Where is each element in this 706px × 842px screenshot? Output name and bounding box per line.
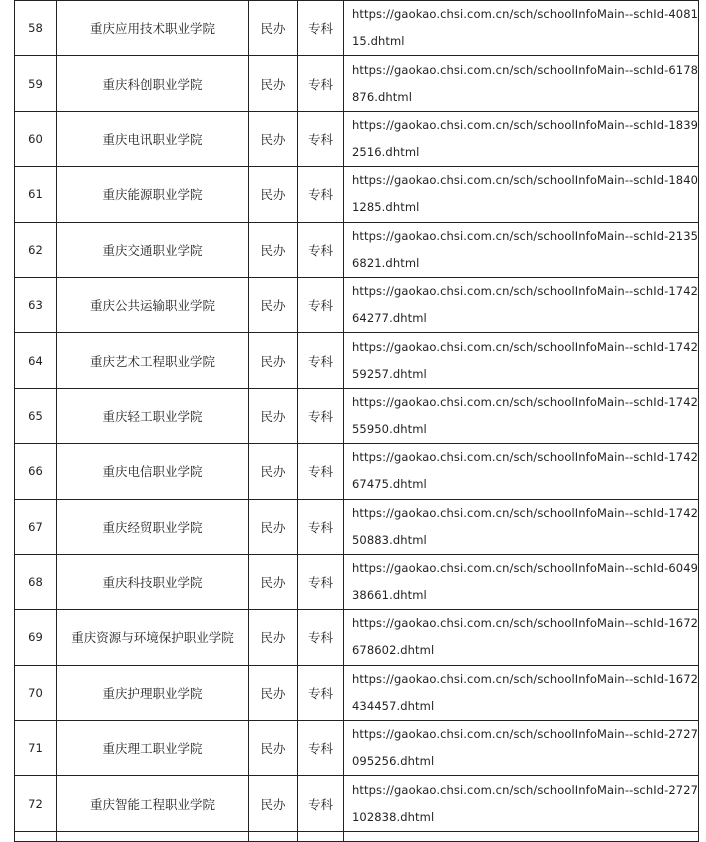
- school-type: 民办: [249, 499, 298, 554]
- url-line-1[interactable]: https://gaokao.chsi.com.cn/sch/schoolInfoMain--schId-2727: [352, 727, 699, 742]
- url-line-2[interactable]: 64277.dhtml: [352, 311, 427, 326]
- school-level: 专科: [298, 610, 344, 665]
- school-level: 专科: [298, 277, 344, 332]
- school-type: 民办: [249, 277, 298, 332]
- school-name: 重庆科技职业学院: [57, 554, 249, 609]
- school-level: 专科: [298, 111, 344, 166]
- school-level: 专科: [298, 499, 344, 554]
- url-line-2[interactable]: 434457.dhtml: [352, 698, 435, 713]
- url-line-1[interactable]: https://gaokao.chsi.com.cn/sch/schoolInfoMain--schId-2135: [352, 228, 699, 243]
- row-number: 66: [15, 444, 57, 499]
- row-number: 67: [15, 499, 57, 554]
- school-level: 专科: [298, 776, 344, 831]
- row-number: 61: [15, 167, 57, 222]
- school-type: 民办: [249, 167, 298, 222]
- row-number: 71: [15, 721, 57, 776]
- url-line-2[interactable]: 2516.dhtml: [352, 144, 420, 159]
- table-row: [15, 554, 699, 609]
- school-type: 民办: [249, 1, 298, 56]
- url-line-1[interactable]: https://gaokao.chsi.com.cn/sch/schoolInfoMain--schId-1742: [352, 339, 699, 354]
- school-level: 专科: [298, 1, 344, 56]
- school-name: 重庆交通职业学院: [57, 222, 249, 277]
- url-line-2[interactable]: 876.dhtml: [352, 89, 413, 104]
- row-number: 63: [15, 277, 57, 332]
- school-url[interactable]: [344, 499, 699, 554]
- school-level: 专科: [298, 444, 344, 499]
- row-number: 58: [15, 1, 57, 56]
- url-line-2[interactable]: 15.dhtml: [352, 34, 405, 49]
- school-name: 重庆电信职业学院: [57, 444, 249, 499]
- school-type: 民办: [249, 554, 298, 609]
- url-line-1[interactable]: https://gaokao.chsi.com.cn/sch/schoolInfoMain--schId-6049: [352, 561, 699, 576]
- url-line-1[interactable]: https://gaokao.chsi.com.cn/sch/schoolInfoMain--schId-4081: [352, 7, 699, 22]
- school-type: 民办: [249, 721, 298, 776]
- school-type: 民办: [249, 333, 298, 388]
- school-name: 重庆电讯职业学院: [57, 111, 249, 166]
- school-url[interactable]: [344, 111, 699, 166]
- school-name: 重庆艺术工程职业学院: [57, 333, 249, 388]
- school-level: [298, 831, 344, 841]
- school-type: 民办: [249, 444, 298, 499]
- url-line-1[interactable]: https://gaokao.chsi.com.cn/sch/schoolInfoMain--schId-1742: [352, 394, 699, 409]
- school-url[interactable]: [344, 167, 699, 222]
- school-type: 民办: [249, 222, 298, 277]
- school-level: 专科: [298, 333, 344, 388]
- school-level: 专科: [298, 721, 344, 776]
- table-row: [15, 610, 699, 665]
- url-line-1[interactable]: https://gaokao.chsi.com.cn/sch/schoolInfoMain--schId-6178: [352, 62, 699, 77]
- school-url[interactable]: [344, 444, 699, 499]
- school-level: 专科: [298, 222, 344, 277]
- row-number: [15, 831, 57, 841]
- url-line-1[interactable]: https://gaokao.chsi.com.cn/sch/schoolInfoMain--schId-1840: [352, 173, 699, 188]
- row-number: 70: [15, 665, 57, 720]
- school-name: 重庆轻工职业学院: [57, 388, 249, 443]
- url-line-1[interactable]: https://gaokao.chsi.com.cn/sch/schoolInfoMain--schId-1742: [352, 450, 699, 465]
- table-row: [15, 222, 699, 277]
- url-line-2[interactable]: 102838.dhtml: [352, 809, 435, 824]
- school-type: 民办: [249, 388, 298, 443]
- school-type: [249, 831, 298, 841]
- table-row-partial: [15, 831, 699, 841]
- school-level: 专科: [298, 167, 344, 222]
- row-number: 69: [15, 610, 57, 665]
- url-line-2[interactable]: 678602.dhtml: [352, 643, 435, 658]
- school-level: 专科: [298, 388, 344, 443]
- school-url[interactable]: [344, 610, 699, 665]
- school-name: 重庆科创职业学院: [57, 56, 249, 111]
- url-line-1[interactable]: https://gaokao.chsi.com.cn/sch/schoolInfoMain--schId-1839: [352, 117, 699, 132]
- url-line-1[interactable]: https://gaokao.chsi.com.cn/sch/schoolInfoMain--schId-2727: [352, 782, 699, 797]
- row-number: 64: [15, 333, 57, 388]
- url-line-2[interactable]: 55950.dhtml: [352, 421, 427, 436]
- table-row: [15, 776, 699, 831]
- url-line-1[interactable]: https://gaokao.chsi.com.cn/sch/schoolInfoMain--schId-1672: [352, 616, 699, 631]
- school-url[interactable]: [344, 1, 699, 56]
- row-number: 60: [15, 111, 57, 166]
- url-line-2[interactable]: 50883.dhtml: [352, 532, 427, 547]
- url-line-1[interactable]: https://gaokao.chsi.com.cn/sch/schoolInfoMain--schId-1742: [352, 284, 699, 299]
- table-row: [15, 277, 699, 332]
- url-line-1[interactable]: https://gaokao.chsi.com.cn/sch/schoolInfoMain--schId-1742: [352, 505, 699, 520]
- row-number: 72: [15, 776, 57, 831]
- school-name: 重庆智能工程职业学院: [57, 776, 249, 831]
- table-row: [15, 56, 699, 111]
- school-url[interactable]: [344, 554, 699, 609]
- table-body: [15, 1, 699, 842]
- table-row: [15, 499, 699, 554]
- url-line-1[interactable]: https://gaokao.chsi.com.cn/sch/schoolInfoMain--schId-1672: [352, 671, 699, 686]
- school-url[interactable]: [344, 721, 699, 776]
- school-type: 民办: [249, 610, 298, 665]
- school-url[interactable]: [344, 388, 699, 443]
- table-row: [15, 111, 699, 166]
- colleges-table: [14, 0, 699, 842]
- school-type: 民办: [249, 776, 298, 831]
- url-line-2[interactable]: 59257.dhtml: [352, 366, 427, 381]
- table-row: [15, 333, 699, 388]
- school-url[interactable]: [344, 56, 699, 111]
- row-number: 68: [15, 554, 57, 609]
- school-url[interactable]: [344, 776, 699, 831]
- school-name: 重庆应用技术职业学院: [57, 1, 249, 56]
- url-line-2[interactable]: 6821.dhtml: [352, 255, 420, 270]
- school-type: 民办: [249, 56, 298, 111]
- school-url[interactable]: [344, 222, 699, 277]
- school-name: 重庆理工职业学院: [57, 721, 249, 776]
- url-line-2[interactable]: 38661.dhtml: [352, 588, 427, 603]
- school-url: [344, 831, 699, 841]
- url-line-2[interactable]: 1285.dhtml: [352, 200, 420, 215]
- url-line-2[interactable]: 095256.dhtml: [352, 754, 435, 769]
- school-level: 专科: [298, 56, 344, 111]
- url-line-2[interactable]: 67475.dhtml: [352, 477, 427, 492]
- table-row: [15, 388, 699, 443]
- table-row: [15, 167, 699, 222]
- school-name: 重庆公共运输职业学院: [57, 277, 249, 332]
- row-number: 62: [15, 222, 57, 277]
- table-row: [15, 444, 699, 499]
- row-number: 59: [15, 56, 57, 111]
- table-row: [15, 665, 699, 720]
- table-row: [15, 1, 699, 56]
- school-url[interactable]: [344, 277, 699, 332]
- school-name: 重庆护理职业学院: [57, 665, 249, 720]
- school-name: [57, 831, 249, 841]
- school-level: 专科: [298, 554, 344, 609]
- school-level: 专科: [298, 665, 344, 720]
- table-row: [15, 721, 699, 776]
- school-name: 重庆资源与环境保护职业学院: [57, 610, 249, 665]
- school-type: 民办: [249, 665, 298, 720]
- school-type: 民办: [249, 111, 298, 166]
- school-name: 重庆能源职业学院: [57, 167, 249, 222]
- school-url[interactable]: [344, 665, 699, 720]
- school-url[interactable]: [344, 333, 699, 388]
- row-number: 65: [15, 388, 57, 443]
- school-name: 重庆经贸职业学院: [57, 499, 249, 554]
